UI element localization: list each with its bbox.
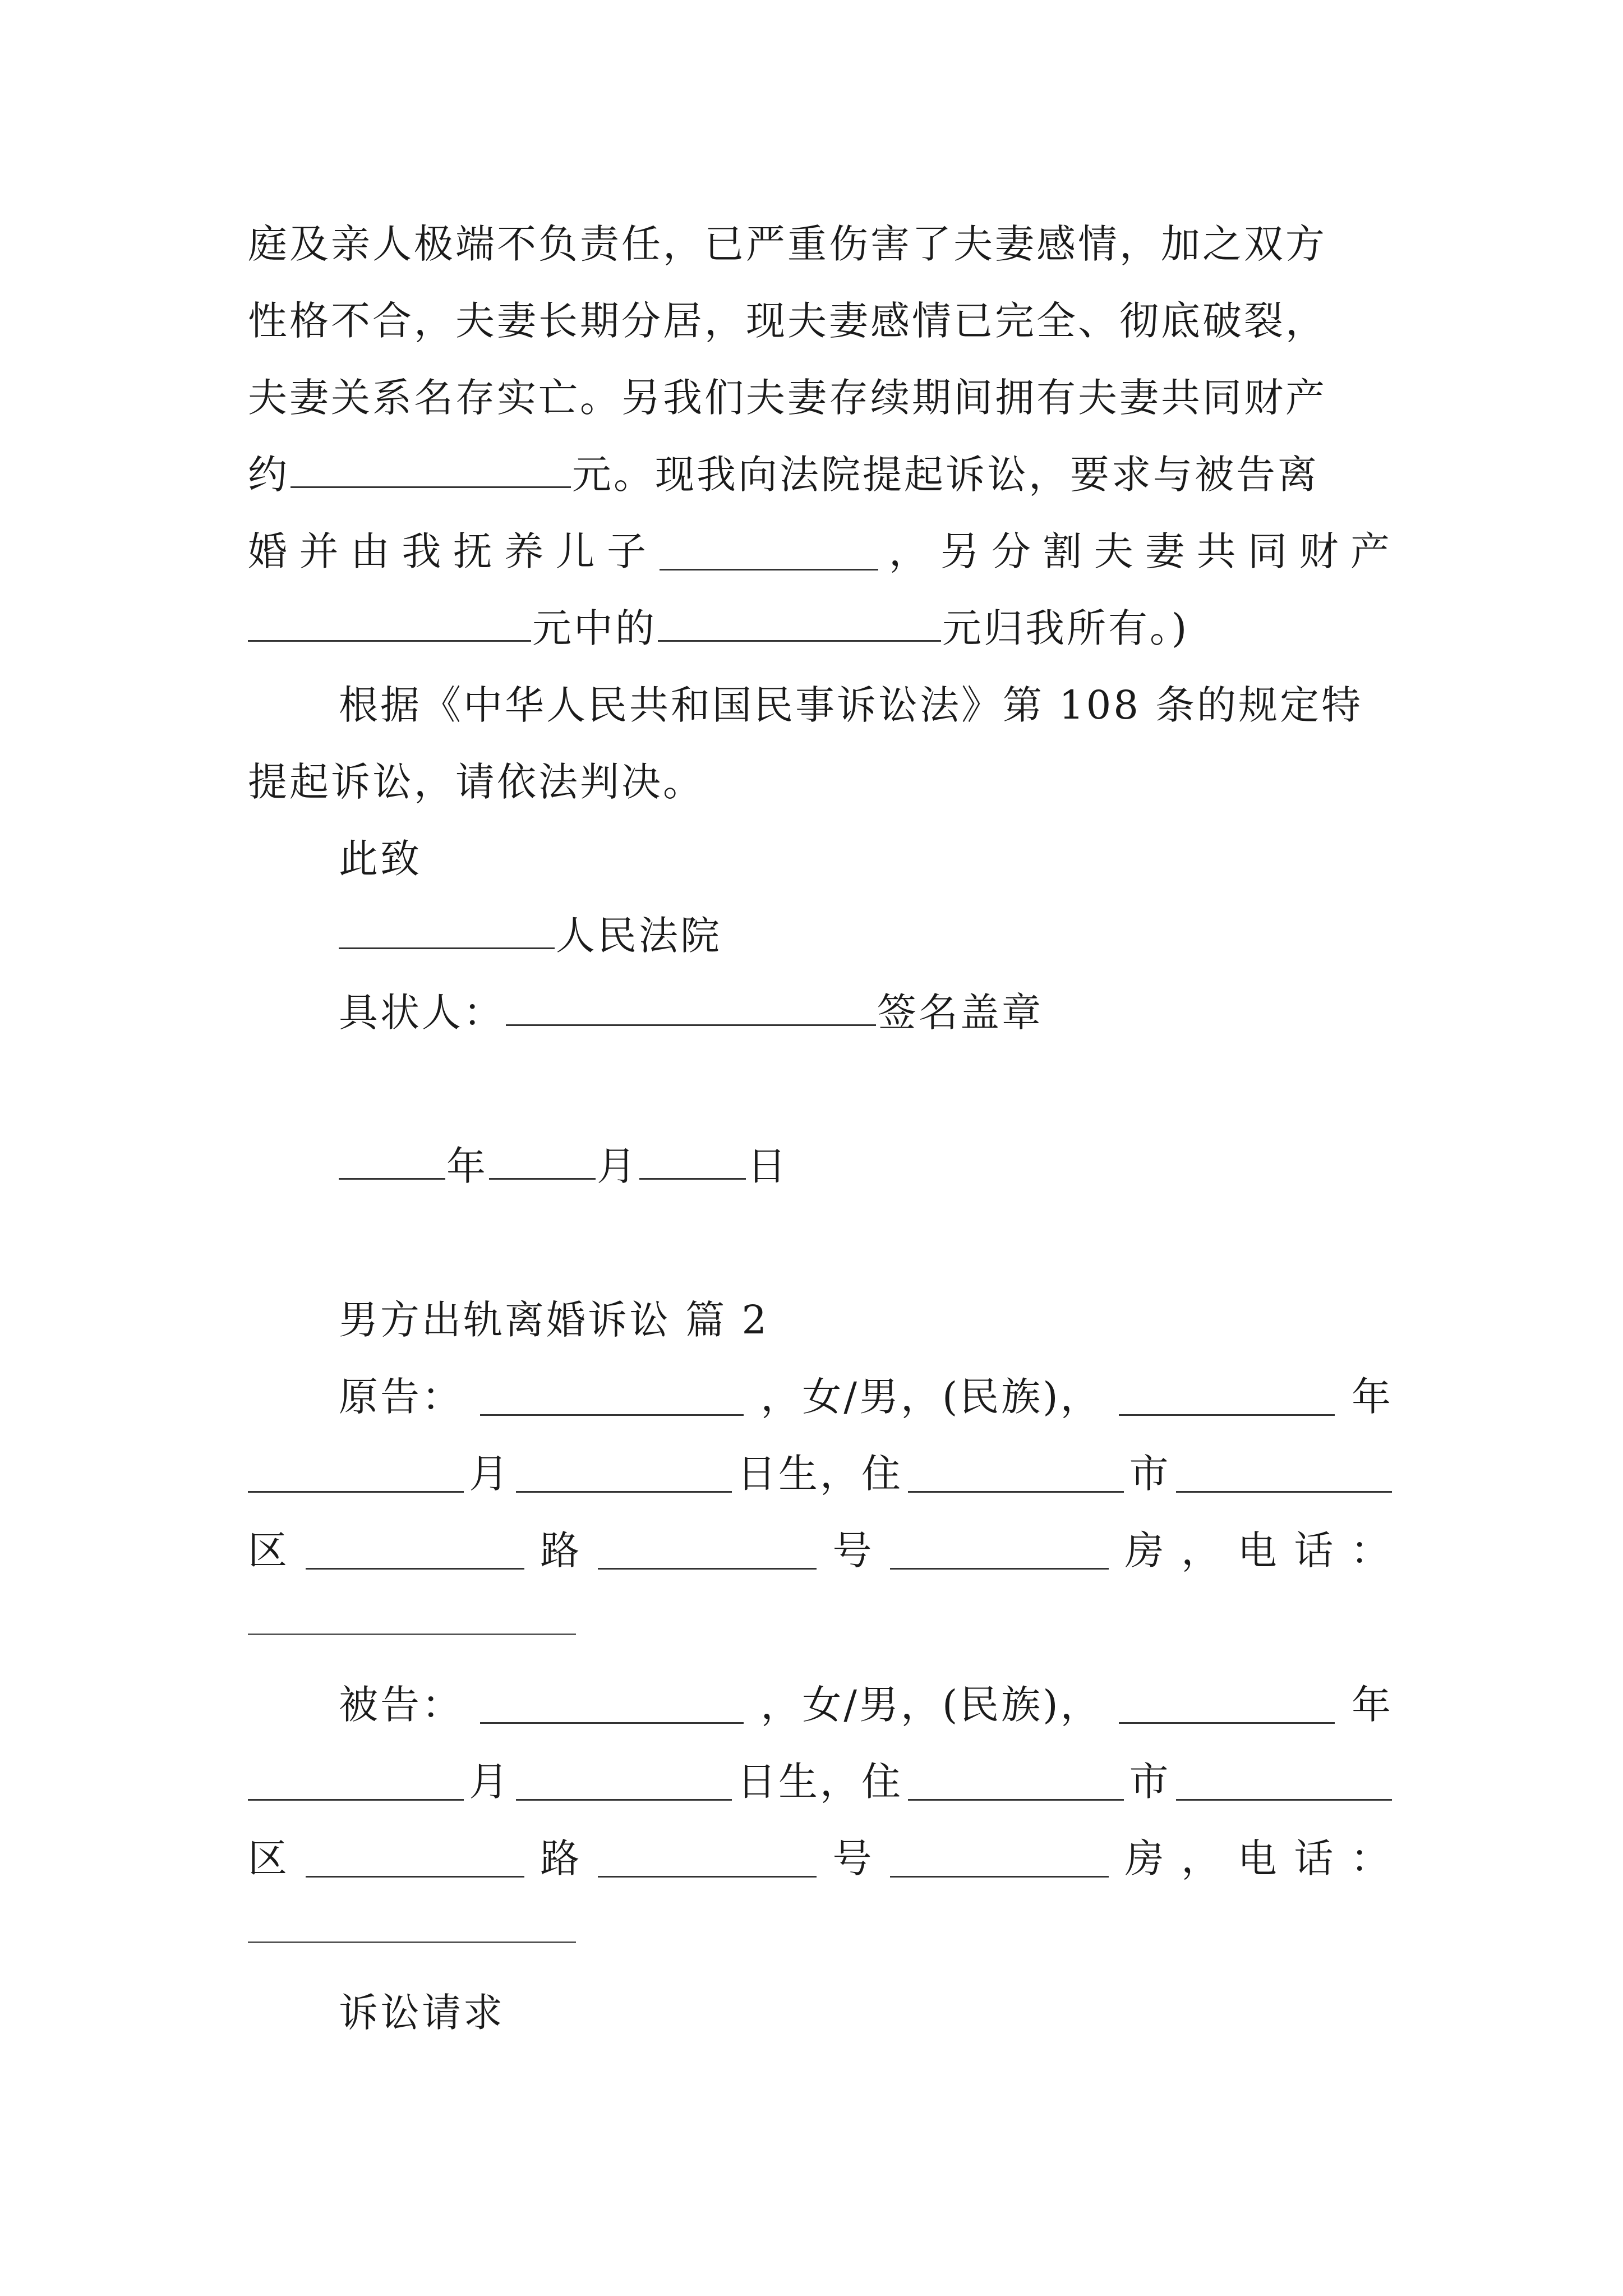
- fill-blank: [248, 604, 531, 642]
- text-fragment: 电: [1237, 1835, 1279, 1881]
- char: 我: [402, 528, 444, 574]
- fill-blank: [598, 1532, 817, 1570]
- text-fragment: 月: [469, 1759, 511, 1805]
- fill-blank: [489, 1142, 596, 1180]
- court-line: [339, 908, 1483, 964]
- fill-blank: [306, 1840, 524, 1878]
- fill-blank: [639, 1142, 746, 1180]
- fill-blank: [480, 1686, 744, 1724]
- salutation: 此致: [339, 836, 422, 882]
- text-fragment: 日: [747, 1143, 789, 1189]
- defendant-line: [339, 1677, 1393, 1733]
- text-fragment: 房: [1124, 1527, 1166, 1573]
- fill-blank: [908, 1455, 1124, 1493]
- text-line: 根据《中华人民共和国民事诉讼法》第 108 条的规定特: [339, 682, 1363, 728]
- text-fragment: 年: [1351, 1374, 1393, 1420]
- fill-blank: [1176, 1455, 1392, 1493]
- text-fragment: 市: [1129, 1759, 1171, 1805]
- char: 共: [1196, 528, 1238, 574]
- text-line: 夫妻关系名存实亡。另我们夫妻存续期间拥有夫妻共同财产: [248, 375, 1327, 421]
- fill-blank: [516, 1763, 732, 1801]
- char: 子: [607, 528, 649, 574]
- char: 抚: [453, 528, 495, 574]
- defendant-line: [248, 1830, 1392, 1887]
- char: 婚: [248, 528, 289, 574]
- char: 由: [350, 528, 392, 574]
- fill-blank: [890, 1840, 1109, 1878]
- phone-blank: [248, 1941, 576, 1943]
- text-fragment: 路: [540, 1527, 582, 1573]
- signer-label: 具状人：: [339, 990, 505, 1036]
- text-fragment: ，: [1181, 1527, 1223, 1573]
- section-title: 男方出轨离婚诉讼 篇 2: [339, 1297, 769, 1343]
- char: 并: [299, 528, 341, 574]
- text-line: 性格不合，夫妻长期分居，现夫妻感情已完全、彻底破裂，: [248, 298, 1327, 344]
- fill-blank: [1176, 1763, 1392, 1801]
- text-fragment: 年: [446, 1143, 488, 1189]
- char: 产: [1350, 528, 1392, 574]
- char: 分: [991, 528, 1033, 574]
- text-fragment: 月: [597, 1143, 638, 1189]
- defendant-line: [248, 1754, 1392, 1810]
- fill-blank: [598, 1840, 817, 1878]
- fill-blank: [506, 988, 876, 1026]
- char: 妻: [1145, 528, 1187, 574]
- text-fragment: 电: [1237, 1527, 1279, 1573]
- char: 同: [1248, 528, 1289, 574]
- text-fragment: 月: [469, 1451, 511, 1497]
- text-fragment: 区: [248, 1527, 289, 1573]
- char: 另: [940, 528, 982, 574]
- fill-blank: [658, 604, 941, 642]
- text-fragment: 区: [248, 1835, 289, 1881]
- text-fragment: ：: [1350, 1835, 1392, 1881]
- text-line: [248, 600, 1392, 656]
- plaintiff-line: [339, 1369, 1393, 1425]
- claims-heading: 诉讼请求: [339, 1990, 505, 2036]
- fill-blank: [1119, 1686, 1335, 1724]
- text-fragment: 号: [832, 1527, 874, 1573]
- text-fragment: 房: [1124, 1835, 1166, 1881]
- text-fragment: ，: [1181, 1835, 1223, 1881]
- signer-line: [339, 984, 1483, 1041]
- text-fragment: 日生，住: [736, 1759, 903, 1805]
- text-fragment: 约: [248, 452, 289, 498]
- text-fragment: ，女/男，(民族)，: [760, 1682, 1102, 1728]
- text-line: [248, 447, 1392, 503]
- plaintiff-line: [248, 1446, 1392, 1502]
- text-fragment: 话: [1294, 1835, 1336, 1881]
- char: 夫: [1094, 528, 1136, 574]
- char: ，: [888, 528, 930, 574]
- fill-blank: [248, 1763, 464, 1801]
- plaintiff-line: [248, 1522, 1392, 1579]
- fill-blank: [291, 450, 571, 488]
- text-line: 提起诉讼，请依法判决。: [248, 759, 704, 805]
- plaintiff-label: 原告：: [339, 1374, 463, 1420]
- fill-blank: [660, 533, 878, 570]
- char: 儿: [555, 528, 597, 574]
- text-fragment: 人民法院: [556, 913, 722, 959]
- char: 养: [504, 528, 546, 574]
- phone-blank: [248, 1634, 576, 1635]
- fill-blank: [339, 912, 555, 949]
- defendant-label: 被告：: [339, 1682, 463, 1728]
- text-fragment: 元。现我向法院提起诉讼，要求与被告离: [572, 452, 1319, 498]
- text-fragment: 签名盖章: [877, 990, 1043, 1036]
- fill-blank: [516, 1455, 732, 1493]
- text-fragment: 元归我所有。): [942, 605, 1189, 651]
- fill-blank: [1119, 1378, 1335, 1416]
- fill-blank: [306, 1532, 524, 1570]
- fill-blank: [480, 1378, 744, 1416]
- char: 财: [1299, 528, 1341, 574]
- text-fragment: 元中的: [532, 605, 657, 651]
- text-fragment: 号: [832, 1835, 874, 1881]
- fill-blank: [908, 1763, 1124, 1801]
- text-fragment: 日生，住: [736, 1451, 903, 1497]
- text-fragment: 路: [540, 1835, 582, 1881]
- text-fragment: 话: [1294, 1527, 1336, 1573]
- fill-blank: [248, 1455, 464, 1493]
- fill-blank: [890, 1532, 1109, 1570]
- text-fragment: 年: [1351, 1682, 1393, 1728]
- fill-blank: [339, 1142, 445, 1180]
- text-line: 庭及亲人极端不负责任，已严重伤害了夫妻感情，加之双方: [248, 221, 1327, 267]
- char: 割: [1043, 528, 1085, 574]
- text-fragment: 市: [1129, 1451, 1171, 1497]
- date-line: [339, 1138, 1483, 1194]
- text-fragment: ：: [1350, 1527, 1392, 1573]
- text-line: [248, 523, 1392, 579]
- text-fragment: ，女/男，(民族)，: [760, 1374, 1102, 1420]
